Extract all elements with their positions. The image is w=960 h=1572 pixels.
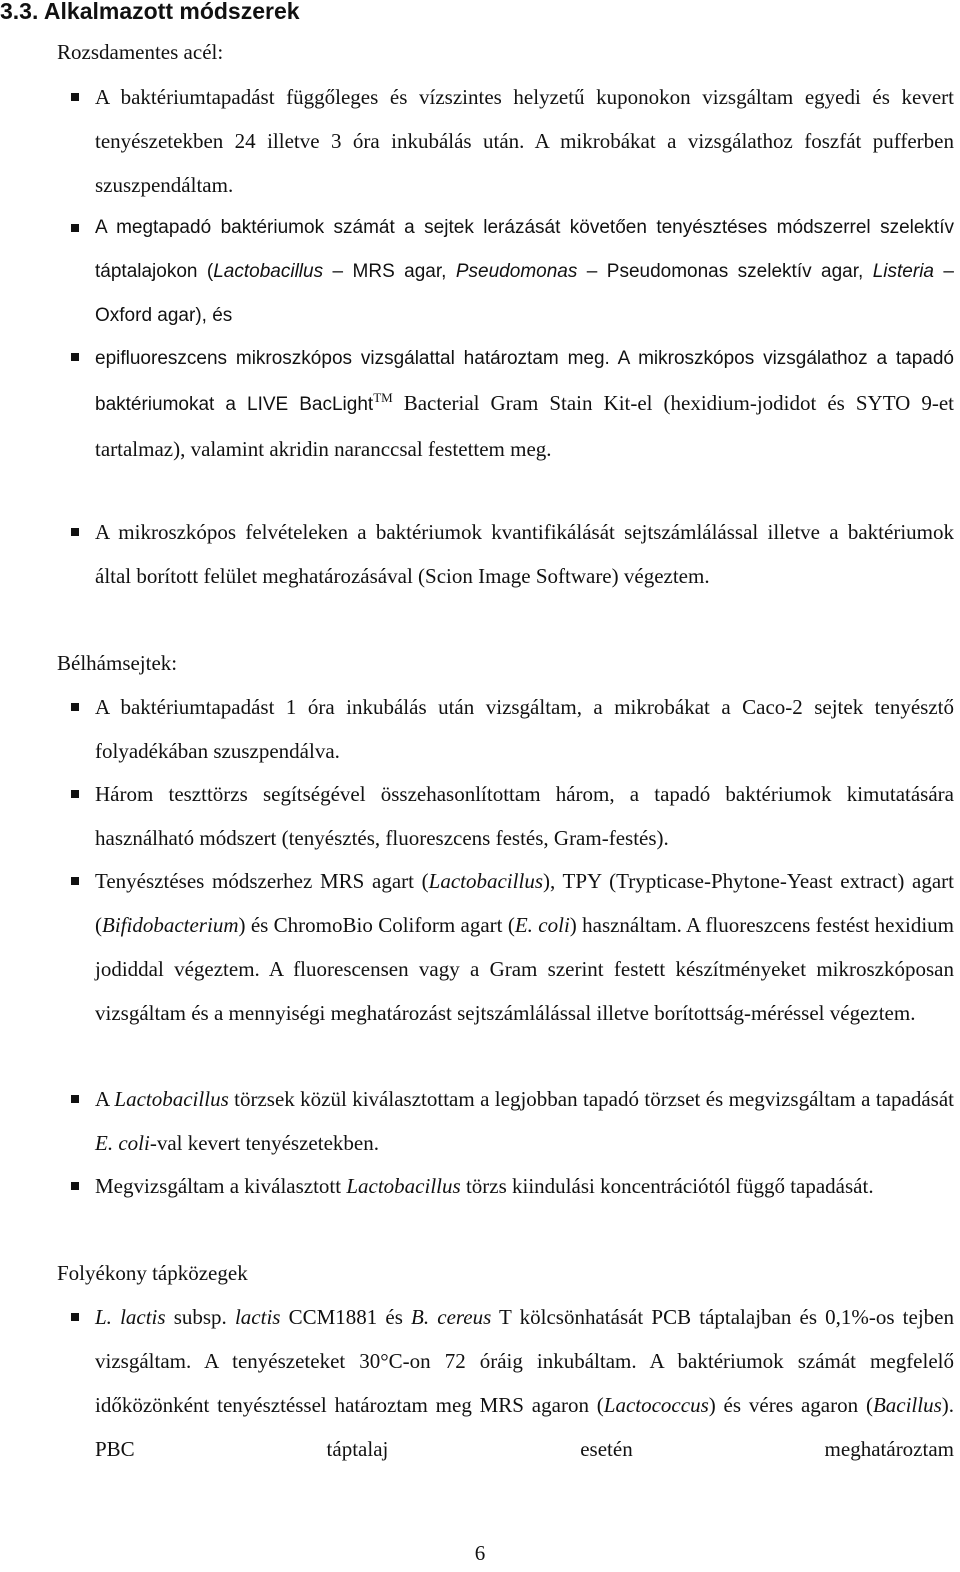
subsection-title-epithelial: Bélhámsejtek:: [57, 651, 178, 675]
bullet-icon: [71, 790, 79, 798]
steel-bullet-4: A mikroszkópos felvételeken a baktériumok kvantifikálását sejtszámlálással illetve a baktériumok által borított felület meghatározásával (Scion Image Software) végeztem.: [95, 520, 954, 588]
bullet-icon: [71, 93, 79, 101]
page-number: 6: [474, 1541, 486, 1565]
steel-bullet-3: epifluoreszcens mikroszkópos vizsgálattal határoztam meg. A mikroszkópos vizsgálathoz a tapadó baktériumokat a LIVE BacLight™ Bacterial Gram Stain Kit-el (hexidium-jodidot és SYTO 9-et tartalmaz), valamint akridin naranccsal festettem meg.: [95, 348, 955, 461]
subsection-title-steel: Rozsdamentes acél:: [57, 40, 224, 64]
bullet-icon: [71, 1182, 79, 1190]
bullet-icon: [71, 703, 79, 711]
epithelial-bullet-4: A Lactobacillus törzsek közül kiválasztottam a legjobban tapadó törzset és megvizsgáltam a tapadását E. coli-val kevert tenyészetekben.: [95, 1087, 954, 1155]
subsection-title-liquid: Folyékony tápközegek: [57, 1261, 248, 1285]
bullet-icon: [71, 353, 79, 361]
epithelial-bullet-5: Megvizsgáltam a kiválasztott Lactobacillus törzs kiindulási koncentrációtól függő tapadását.: [95, 1174, 874, 1198]
section-heading: 3.3. Alkalmazott módszerek: [0, 0, 300, 24]
epithelial-bullet-3: Tenyésztéses módszerhez MRS agart (Lactobacillus), TPY (Trypticase-Phytone-Yeast extract) agart (Bifidobacterium) és ChromoBio Coliform agart (E. coli) használtam. A fluoreszcens festést hexidium jodiddal végeztem. A fluorescensen vagy a Gram szerint festett készítményeket mikroszkóposan vizsgáltam és a mennyiségi meghatározást sejtszámlálással illetve borítottság-méréssel végeztem.: [95, 869, 954, 1025]
epithelial-bullet-2: Három teszttörzs segítségével összehasonlítottam három, a tapadó baktériumok kimutatására használható módszert (tenyésztés, fluoreszcens festés, Gram-festés).: [95, 782, 954, 850]
bullet-icon: [71, 528, 79, 536]
bullet-icon: [71, 877, 79, 885]
bullet-icon: [71, 1095, 79, 1103]
epithelial-bullet-1: A baktériumtapadást 1 óra inkubálás után vizsgáltam, a mikrobákat a Caco-2 sejtek tenyésztő folyadékában szuszpendálva.: [95, 695, 954, 763]
liquid-bullet-1: L. lactis subsp. lactis CCM1881 és B. cereus T kölcsönhatását PCB táptalajban és 0,1%-os tejben vizsgáltam. A tenyészeteket 30°C-on 72 óráig inkubáltam. A baktériumok számát megfelelő időközönként tenyésztéssel határoztam meg MRS agaron (Lactococcus) és véres agaron (Bacillus). PBC táptalaj esetén meghatároztam: [95, 1305, 955, 1461]
bullet-icon: [71, 224, 79, 232]
bullet-icon: [71, 1313, 79, 1321]
steel-bullet-1: A baktériumtapadást függőleges és vízszintes helyzetű kuponokon vizsgáltam egyedi és kevert tenyészetekben 24 illetve 3 óra inkubálás után. A mikrobákat a vizsgálathoz foszfát pufferben szuszpendáltam.: [95, 85, 954, 197]
steel-bullet-2: A megtapadó baktériumok számát a sejtek lerázását követően tenyésztéses módszerrel szelektív táptalajokon (Lactobacillus – MRS agar, Pseudomonas – Pseudomonas szelektív agar, Listeria – Oxford agar), és: [95, 217, 954, 326]
